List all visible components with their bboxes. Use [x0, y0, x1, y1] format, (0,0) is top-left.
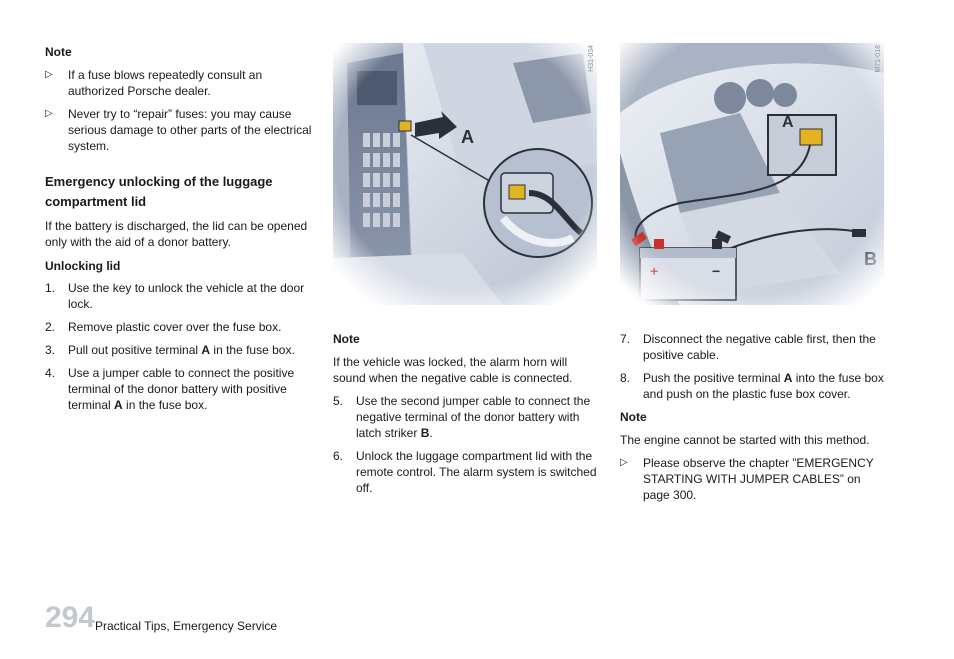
figure-code: H31-034	[588, 45, 595, 72]
note-heading: Note	[45, 45, 72, 59]
step-number: 6.	[333, 449, 344, 463]
step-item	[620, 331, 885, 363]
section-heading: Emergency unlocking of the luggage compartment lid	[45, 174, 273, 209]
note-item	[45, 106, 317, 154]
note-text: If a fuse blows repeatedly consult an authorized Porsche dealer.	[68, 68, 263, 98]
step-item	[45, 342, 317, 358]
step-number: 3.	[45, 343, 56, 357]
step-text-pre: Use a jumper cable to connect the positive terminal of the donor battery with positive terminal	[68, 366, 295, 412]
step-item	[333, 448, 601, 496]
striker-label: B	[420, 426, 430, 440]
step-text-post: in the fuse box.	[122, 398, 208, 412]
note-item	[620, 455, 885, 503]
step-text-pre: Use the second jumper cable to connect the negative terminal of the donor battery with latch striker	[356, 394, 591, 440]
page-number: 294	[45, 601, 96, 634]
step-number: 7.	[620, 332, 631, 346]
step-text-pre: Unlock the luggage compartment lid with the remote control. The alarm system is switched off.	[356, 449, 597, 495]
note-paragraph: The engine cannot be started with this method.	[620, 433, 870, 447]
note-heading: Note	[333, 332, 360, 346]
step-text-pre: Disconnect the negative cable first, then the positive cable.	[643, 332, 876, 362]
step-number: 8.	[620, 371, 631, 385]
step-item	[333, 393, 601, 441]
triangle-bullet-icon: ▷	[620, 457, 628, 468]
note-heading: Note	[620, 410, 647, 424]
column-left	[45, 44, 317, 420]
step-item	[45, 319, 317, 335]
terminal-label: A	[114, 398, 123, 412]
jumper-cable-illustration	[620, 43, 884, 305]
step-number: 5.	[333, 394, 344, 408]
figure-code: M71-018	[875, 45, 882, 73]
step-number: 1.	[45, 281, 56, 295]
step-text: Remove plastic cover over the fuse box.	[68, 320, 282, 334]
triangle-bullet-icon: ▷	[45, 69, 53, 80]
step-text: Use the key to unlock the vehicle at the door lock.	[68, 281, 305, 311]
column-middle	[333, 331, 601, 503]
fuse-box-illustration	[333, 43, 597, 305]
step-number: 4.	[45, 366, 56, 380]
step-item	[45, 365, 317, 413]
note-text: Please observe the chapter ”EMERGENCY STARTING WITH JUMPER CABLES” on page 300.	[643, 456, 874, 502]
triangle-bullet-icon: ▷	[45, 108, 53, 119]
step-item	[45, 280, 317, 312]
footer-section-title: Practical Tips, Emergency Service	[95, 619, 278, 633]
subsection-heading: Unlocking lid	[45, 259, 121, 273]
fuse-box-drawing	[333, 43, 597, 305]
step-text-post: into the fuse box and push on the plastic fuse box cover.	[643, 371, 884, 401]
step-text-pre: Push the positive terminal	[643, 371, 784, 385]
note-paragraph: If the vehicle was locked, the alarm horn will sound when the negative cable is connected.	[333, 355, 573, 385]
step-item	[620, 370, 885, 402]
intro-paragraph: If the battery is discharged, the lid can be opened only with the aid of a donor battery.	[45, 219, 308, 249]
note-item	[45, 67, 317, 99]
terminal-label: A	[201, 343, 211, 357]
note-text: Never try to “repair” fuses: you may cause serious damage to other parts of the electrical system.	[68, 107, 312, 153]
column-right	[620, 331, 885, 510]
terminal-label: A	[783, 371, 793, 385]
step-text-post: .	[429, 426, 433, 440]
step-number: 2.	[45, 320, 56, 334]
step-text-post: in the fuse box.	[210, 343, 295, 357]
step-text-pre: Pull out positive terminal	[68, 343, 202, 357]
jumper-cable-drawing	[620, 43, 884, 305]
